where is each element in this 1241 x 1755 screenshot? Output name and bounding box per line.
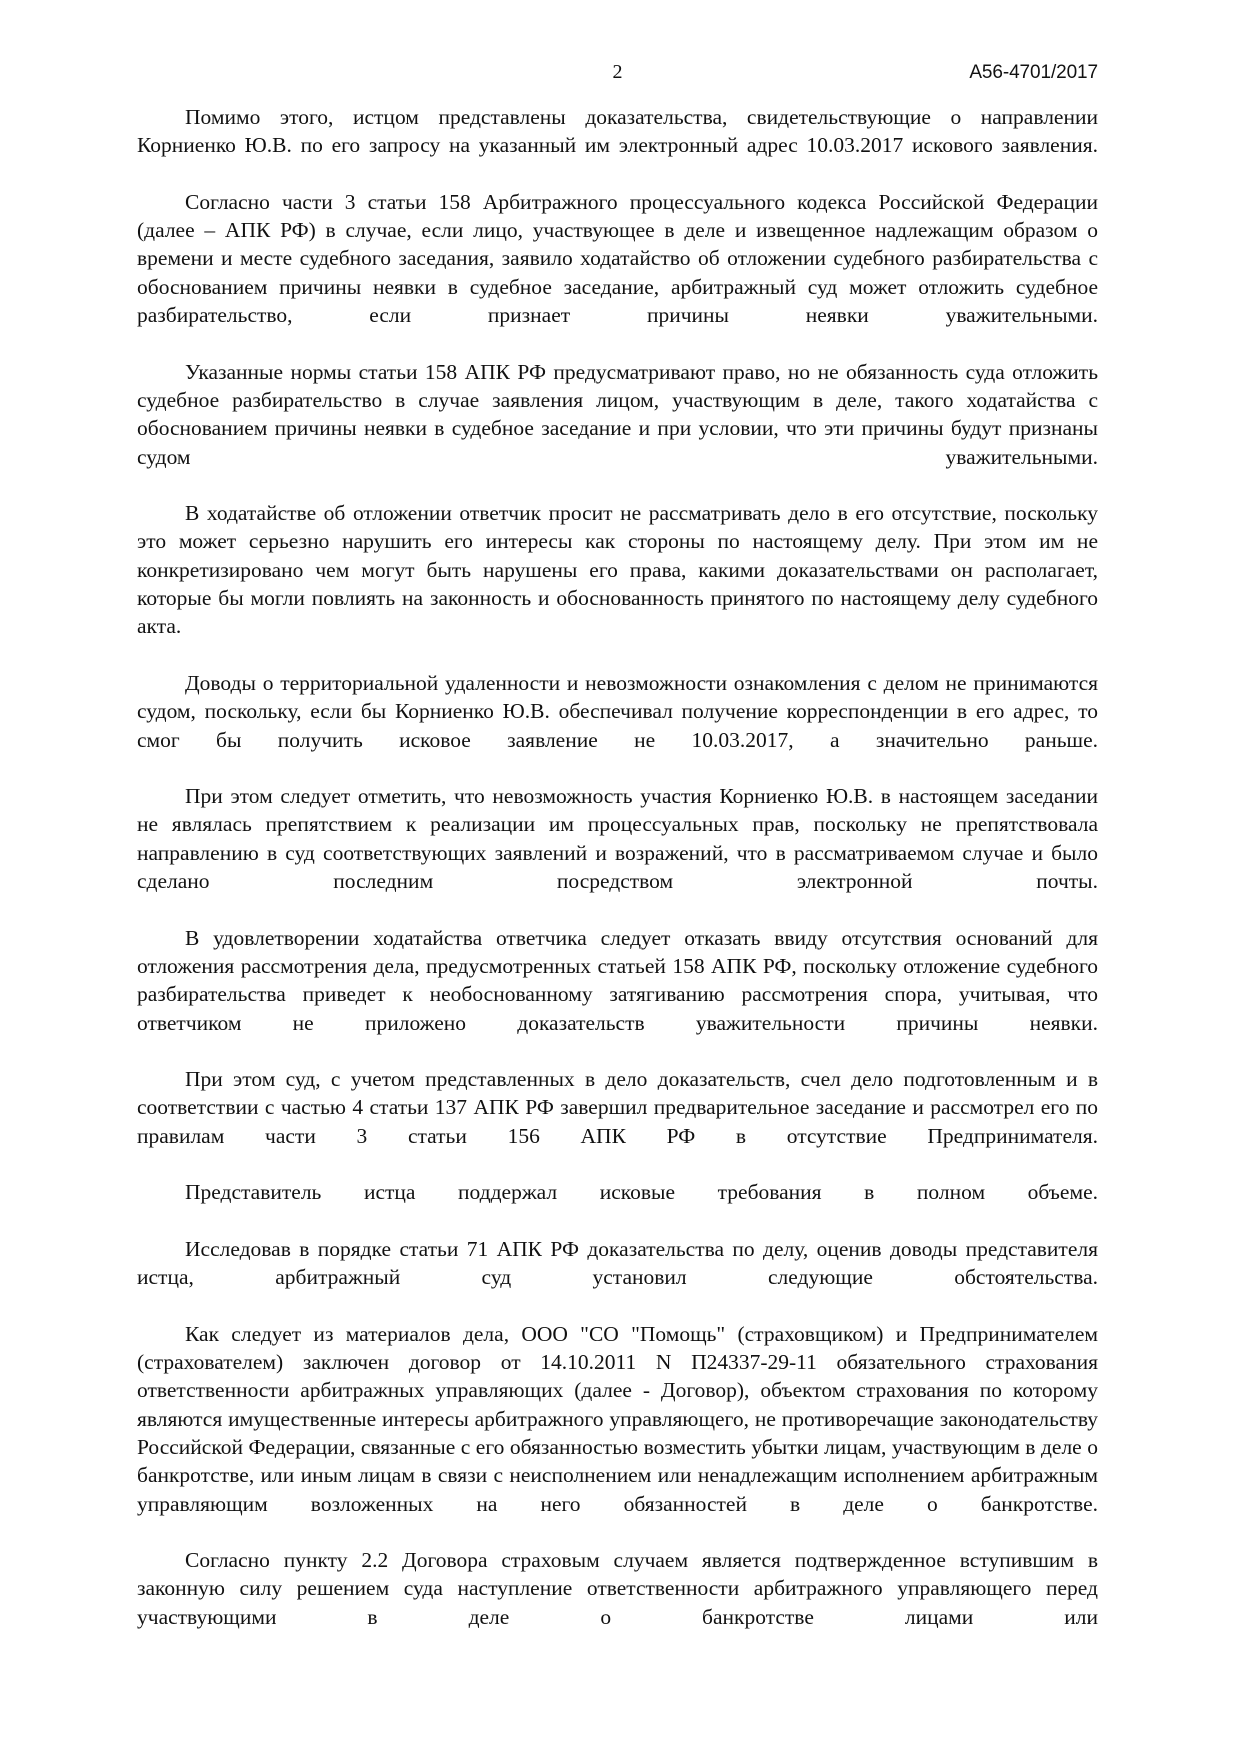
paragraph: При этом суд, с учетом представленных в дело доказательств, счел дело подготовленным и в соответствии с частью 4 статьи 137 АПК РФ завершил предварительное заседание и рассмотрел его по правилам части 3 статьи 156 АПК РФ в отсутствие Предпринимателя. [137,1067,1098,1148]
paragraph: Указанные нормы статьи 158 АПК РФ предусматривают право, но не обязанность суда отложить судебное разбирательство в случае заявления лицом, участвующим в деле, такого ходатайства с обоснованием причины неявки в судебное заседание и при условии, что эти причины будут признаны судом уважительными. [137,359,1098,469]
paragraph: В ходатайстве об отложении ответчик просит не рассматривать дело в его отсутствие, поскольку это может серьезно нарушить его интересы как стороны по настоящему делу. При этом им не конкретизировано чем могут быть нарушены его права, какими доказательствами он располагает, которые бы могли повлиять на законность и обоснованность принятого по настоящему делу судебного акта. [137,501,1098,639]
paragraph: Представитель истца поддержал исковые требования в полном объеме. [185,1180,1098,1205]
case-number: А56-4701/2017 [969,62,1098,83]
paragraph: Помимо этого, истцом представлены доказательства, свидетельствующие о направлении Корниенко Ю.В. по его запросу на указанный им электронный адрес 10.03.2017 искового заявления. [137,105,1098,158]
paragraph: Согласно пункту 2.2 Договора страховым случаем является подтвержденное вступившим в законную силу решением суда наступление ответственности арбитражного управляющего перед участвующими в деле о банкротстве лицами или [137,1548,1098,1629]
paragraph: Доводы о территориальной удаленности и невозможности ознакомления с делом не принимаются судом, поскольку, если бы Корниенко Ю.В. обеспечивал получение корреспонденции в его адрес, то смог бы получить исковое заявление не 10.03.2017, а значительно раньше. [137,670,1098,752]
paragraph: При этом следует отметить, что невозможность участия Корниенко Ю.В. в настоящем заседании не являлась препятствием к реализации им процессуальных прав, поскольку не препятствовала направлению в суд соответствующих заявлений и возражений, что в рассматриваемом случае и было сделано последним посредством электронной почты. [137,784,1098,894]
paragraph: В удовлетворении ходатайства ответчика следует отказать ввиду отсутствия оснований для отложения рассмотрения дела, предусмотренных статьей 158 АПК РФ, поскольку отложение судебного разбирательства приведет к необоснованному затягиванию рассмотрения спора, учитывая, что ответчиком не приложено доказательств уважительности причины неявки. [137,925,1098,1035]
page-header [137,60,1098,86]
paragraph: Как следует из материалов дела, ООО "СО "Помощь" (страховщиком) и Предпринимателем (страхователем) заключен договор от 14.10.2011 N П24337-29-11 обязательного страхования ответственности арбитражных управляющих (далее - Договор), объектом страхования по которому являются имущественные интересы арбитражного управляющего, не противоречащие законодательству Российской Федерации, связанные с его обязанностью возместить убытки лицам, участвующим в деле о банкротстве, или иным лицам в связи с неисполнением или ненадлежащим исполнением арбитражным управляющим возложенных на него обязанностей в деле о банкротстве. [137,1321,1098,1516]
paragraph: Исследовав в порядке статьи 71 АПК РФ доказательства по делу, оценив доводы представителя истца, арбитражный суд установил следующие обстоятельства. [137,1236,1098,1290]
paragraph: Согласно части 3 статьи 158 Арбитражного процессуального кодекса Российской Федерации (далее – АПК РФ) в случае, если лицо, участвующее в деле и извещенное надлежащим образом о времени и месте судебного заседания, заявило ходатайство об отложении судебного разбирательства с обоснованием причины неявки в судебное заседание, арбитражный суд может отложить судебное разбирательство, если признает причины неявки уважительными. [137,189,1098,328]
page-number: 2 [612,61,623,83]
document-body [137,103,1098,1659]
